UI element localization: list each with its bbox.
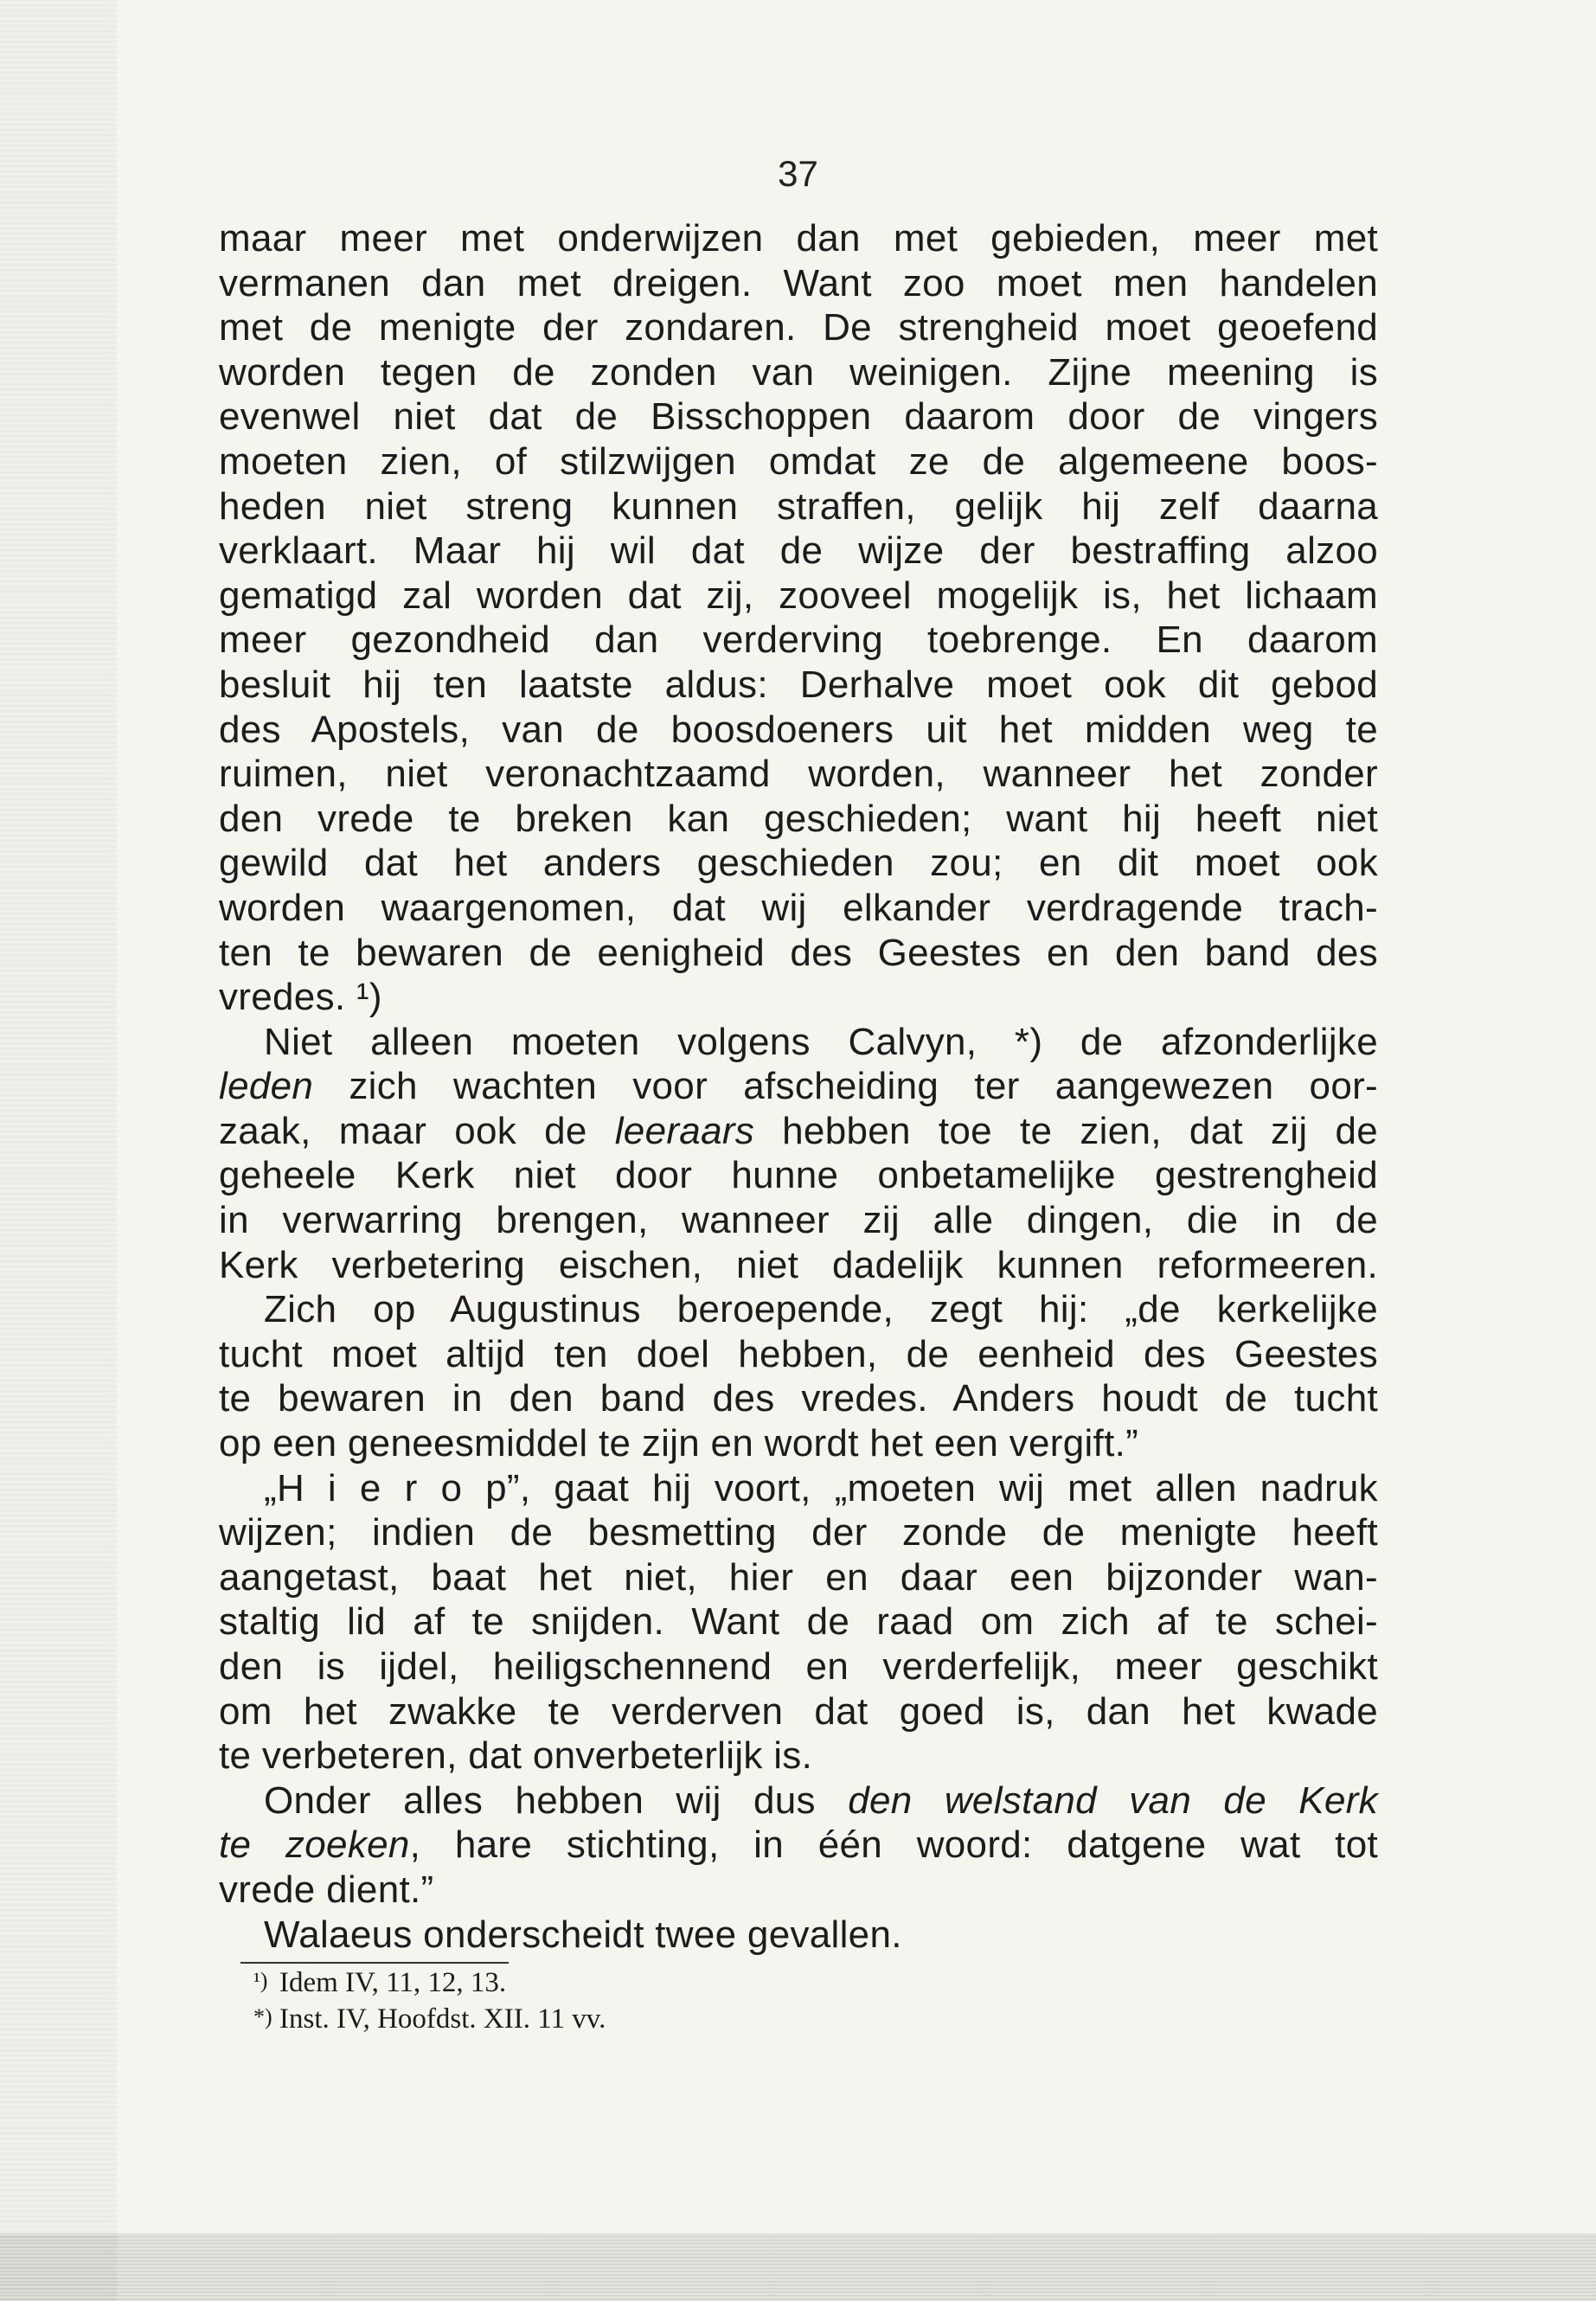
text-line: staltig lid af te snijden. Want de raad om zich af te schei- bbox=[219, 1600, 1378, 1644]
text-line: tucht moet altijd ten doel hebben, de eenheid des Geestes bbox=[219, 1332, 1378, 1375]
footnote-1 bbox=[253, 1964, 1378, 2000]
text-line: des Apostels, van de boosdoeners uit het midden weg te bbox=[219, 708, 1378, 751]
footnote-1-mark: ¹) bbox=[253, 1968, 268, 1994]
page-number: 37 bbox=[778, 153, 818, 194]
text-line: meer gezondheid dan verderving toebrenge. En daarom bbox=[219, 619, 1378, 662]
body-text bbox=[219, 216, 1378, 2036]
text-line: worden waargenomen, dat wij elkander verdragende trach- bbox=[219, 886, 1378, 929]
text-line: te zoeken, hare stichting, in één woord: datgene wat tot bbox=[219, 1823, 1378, 1867]
text-line: in verwarring brengen, wanneer zij alle dingen, die in de bbox=[219, 1199, 1378, 1242]
text-line: den vrede te breken kan geschieden; want hij heeft niet bbox=[219, 797, 1378, 840]
text-line: Onder alles hebben wij dus den welstand van de Kerk bbox=[264, 1779, 1378, 1822]
text-line: geheele Kerk niet door hunne onbetamelijke gestrengheid bbox=[219, 1154, 1378, 1197]
text-line: besluit hij ten laatste aldus: Derhalve moet ook dit gebod bbox=[219, 663, 1378, 706]
italic-emphasis: den welstand van de Kerk bbox=[848, 1779, 1378, 1822]
text-line: worden tegen de zonden van weinigen. Zijne meening is bbox=[219, 350, 1378, 394]
text-line: leden zich wachten voor afscheiding ter aangewezen oor- bbox=[219, 1065, 1378, 1108]
footnote-2-text: Inst. IV, Hoofdst. XII. 11 vv. bbox=[279, 2003, 606, 2035]
italic-emphasis: leden bbox=[219, 1065, 314, 1108]
scan-bottom-edge bbox=[0, 2234, 1596, 2301]
scan-left-edge bbox=[0, 0, 117, 2301]
text-line: zaak, maar ook de leeraars hebben toe te zien, dat zij de bbox=[219, 1109, 1378, 1152]
footnote-2-mark: *) bbox=[253, 2004, 272, 2030]
text-line: vredes. ¹) bbox=[219, 976, 382, 1019]
text-line: Kerk verbetering eischen, niet dadelijk kunnen reformeeren. bbox=[219, 1243, 1378, 1286]
text-line: aangetast, baat het niet, hier en daar een bijzonder wan- bbox=[219, 1555, 1378, 1599]
text-line: den is ijdel, heiligschennend en verderfelijk, meer geschikt bbox=[219, 1645, 1378, 1688]
text-line: vrede dient.” bbox=[219, 1868, 434, 1911]
text-line: gematigd zal worden dat zij, zooveel mogelijk is, het lichaam bbox=[219, 574, 1378, 617]
text-line: evenwel niet dat de Bisschoppen daarom door de vingers bbox=[219, 395, 1378, 439]
text-line: moeten zien, of stilzwijgen omdat ze de algemeene boos- bbox=[219, 439, 1378, 483]
text-line: om het zwakke te verderven dat goed is, dan het kwade bbox=[219, 1689, 1378, 1733]
text-line: maar meer met onderwijzen dan met gebieden, meer met bbox=[219, 217, 1378, 260]
text-line: ten te bewaren de eenigheid des Geestes en den band des bbox=[219, 931, 1378, 974]
text-line: gewild dat het anders geschieden zou; en dit moet ook bbox=[219, 842, 1378, 885]
text-line: te verbeteren, dat onverbeterlijk is. bbox=[219, 1734, 813, 1778]
italic-emphasis: te zoeken bbox=[219, 1823, 410, 1867]
text-line: verklaart. Maar hij wil dat de wijze der bestraffing alzoo bbox=[219, 529, 1378, 573]
text-line: wijzen; indien de besmetting der zonde de menigte heeft bbox=[219, 1511, 1378, 1554]
footnote-2 bbox=[253, 2000, 1378, 2036]
italic-emphasis: leeraars bbox=[614, 1109, 755, 1152]
footnote-1-text: Idem IV, 11, 12, 13. bbox=[279, 1967, 507, 1999]
text-line: „H i e r o p”, gaat hij voort, „moeten wij met allen nadruk bbox=[264, 1466, 1378, 1509]
footnotes bbox=[219, 1964, 1378, 2036]
text-line: op een geneesmiddel te zijn en wordt het een vergift.” bbox=[219, 1422, 1139, 1465]
text-line: te bewaren in den band des vredes. Anders houdt de tucht bbox=[219, 1377, 1378, 1420]
text-line: Walaeus onderscheidt twee gevallen. bbox=[264, 1913, 902, 1956]
text-line: heden niet streng kunnen straffen, gelijk hij zelf daarna bbox=[219, 484, 1378, 528]
text-line: vermanen dan met dreigen. Want zoo moet men handelen bbox=[219, 261, 1378, 304]
text-line: Niet alleen moeten volgens Calvyn, *) de afzonderlijke bbox=[264, 1020, 1378, 1063]
text-line: met de menigte der zondaren. De strengheid moet geoefend bbox=[219, 306, 1378, 349]
text-line: ruimen, niet veronachtzaamd worden, wanneer het zonder bbox=[219, 753, 1378, 796]
text-line: Zich op Augustinus beroepende, zegt hij: „de kerkelijke bbox=[264, 1288, 1378, 1331]
paragraph-lines bbox=[219, 216, 1378, 1957]
